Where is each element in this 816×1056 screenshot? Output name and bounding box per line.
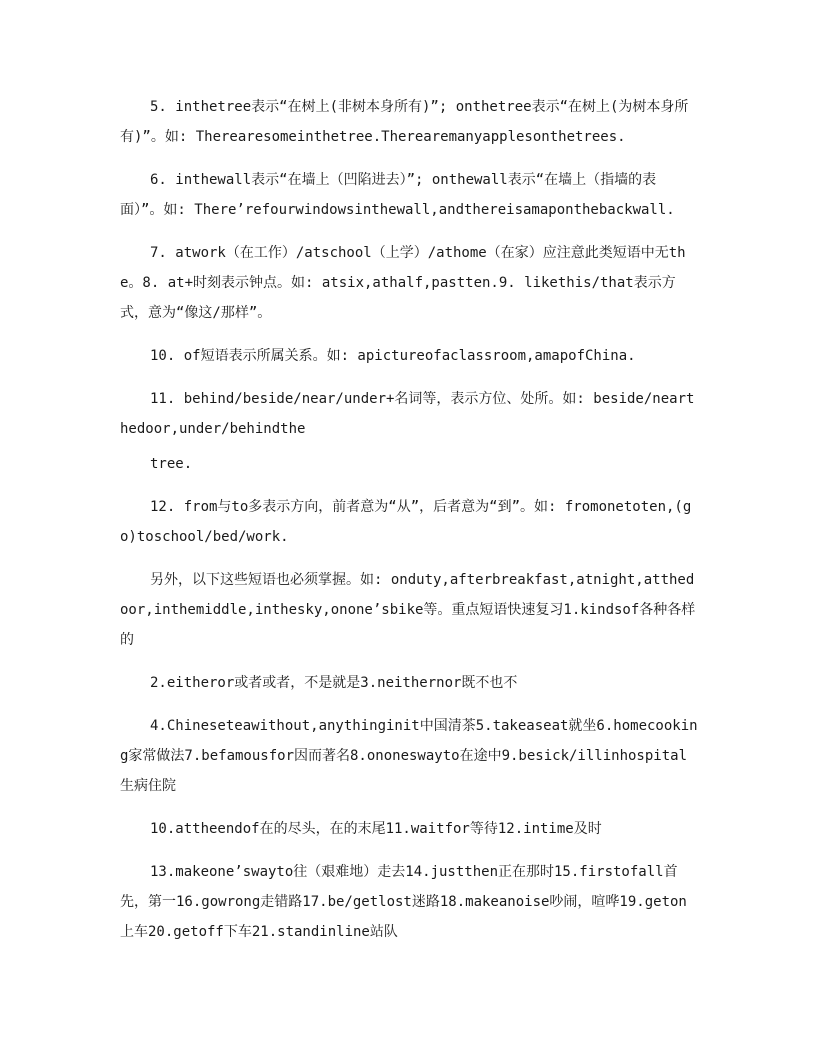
phrase-list-10-12: 10.attheendof在的尽头，在的末尾11.waitfor等待12.intime及时: [150, 821, 602, 837]
paragraph-additional: 另外，以下这些短语也必须掌握。如: onduty,afterbreakfast,atnight,atthedoor,inthemiddle,inthesky,onone’sbike等。重点短语快速复习1.kindsof各种各样的: [120, 572, 696, 648]
phrase-list-4-9: 4.Chineseteawithout,anythinginit中国清茶5.takeaseat就坐6.homecooking家常做法7.befamousfor因而著名8.ononeswayto在途中9.besick/illinhospital生病住院: [120, 718, 698, 794]
paragraph-5: 5. inthetree表示“在树上(非树本身所有)”; onthetree表示“在树上(为树本身所有)”。如: Therearesomeinthetree.Therearemanyapplesonthetrees.: [120, 99, 689, 145]
phrase-list-2-3: 2.eitheror或者或者，不是就是3.neithernor既不也不: [150, 675, 518, 691]
paragraph-6: 6. inthewall表示“在墙上（凹陷进去）”; onthewall表示“在墙上（指墙的表面）”。如: There’refourwindowsinthewall,andthereisamaponthebackwall.: [120, 172, 675, 218]
phrase-list-13-21: 13.makeone’swayto往（艰难地）走去14.justthen正在那时15.firstofall首先，第一16.gowrong走错路17.be/getlost迷路18.makeanoise吵闹，喧哗19.geton上车20.getoff下车21.standinline站队: [120, 864, 687, 940]
paragraph-11-continuation: tree.: [150, 456, 193, 472]
paragraph-11: 11. behind/beside/near/under+名词等，表示方位、处所。如: beside/nearthedoor,under/behindthe: [120, 391, 695, 437]
paragraph-12: 12. from与to多表示方向，前者意为“从”，后者意为“到”。如: fromonetoten,(go)toschool/bed/work.: [120, 499, 692, 545]
paragraph-7: 7. atwork（在工作）/atschool（上学）/athome（在家）应注意此类短语中无the。8. at+时刻表示钟点。如: atsix,athalf,pastten.9. likethis/that表示方式，意为“像这/那样”。: [120, 245, 686, 321]
paragraph-10: 10. of短语表示所属关系。如: apictureofaclassroom,amapofChina.: [150, 348, 636, 364]
document-body: [120, 92, 698, 960]
